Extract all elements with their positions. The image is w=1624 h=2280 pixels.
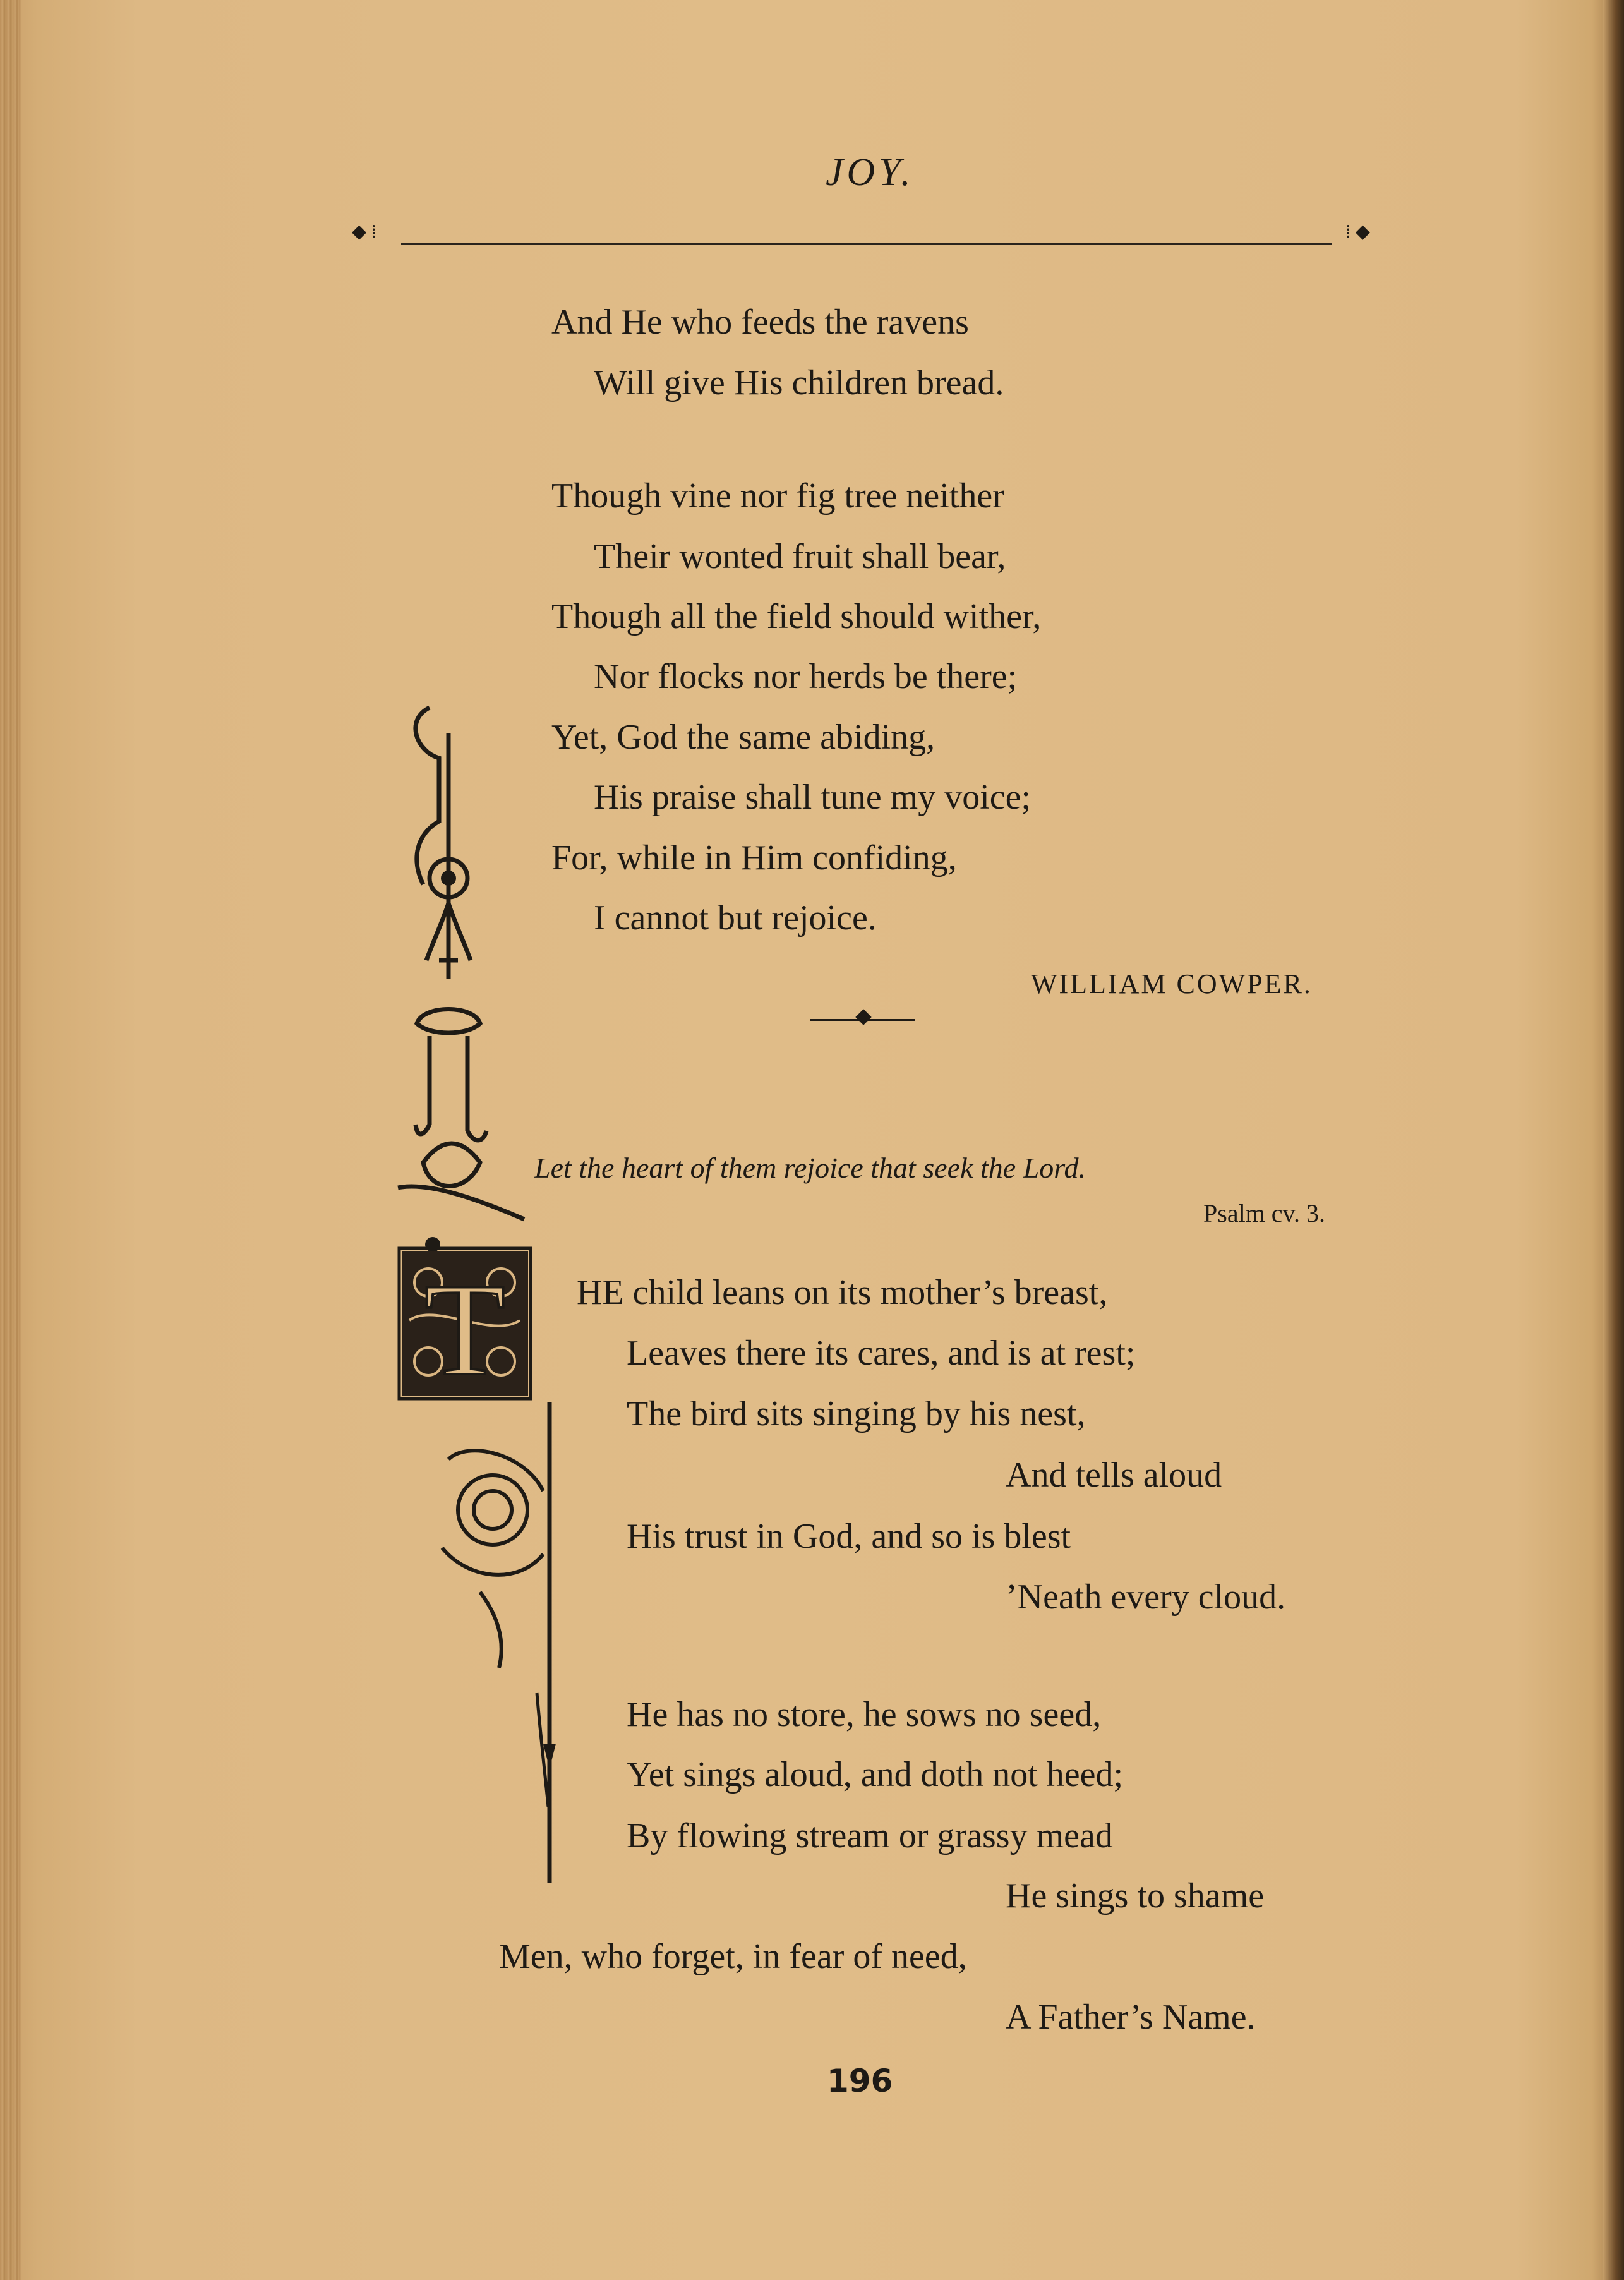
poem2-line: He has no store, he sows no seed, [627,1695,1102,1734]
poem2-line: ’Neath every cloud. [1006,1577,1286,1617]
rule-ornament-left-icon: ◆ ⁞ [352,221,376,242]
poem2-line: Leaves there its cares, and is at rest; [627,1334,1136,1373]
page-number: 196 [827,2063,893,2099]
drop-cap-letter: T [424,1257,506,1403]
poem1-line: For, while in Him confiding, [551,838,957,878]
poem2-line: Men, who forget, in fear of need, [499,1937,967,1976]
poem2-line: By flowing stream or grassy mead [627,1816,1113,1855]
poem2-line: HE child leans on its mother’s breast, [577,1273,1108,1312]
poem1-line: Their wonted fruit shall bear, [594,537,1006,576]
poem2-line: He sings to shame [1006,1876,1265,1915]
page-edge-right [1603,0,1624,2280]
poem2-line: Yet sings aloud, and doth not heed; [627,1755,1124,1794]
rule-ornament-right-icon: ⁞ ◆ [1345,221,1370,242]
poem1-line: Nor flocks nor herds be there; [594,657,1018,696]
poem2-line: The bird sits singing by his nest, [627,1394,1086,1433]
epigraph: Let the heart of them rejoice that seek the Lord. [534,1152,1086,1184]
poem1-line: Though all the field should wither, [551,597,1042,636]
page-edge-left [0,0,21,2280]
poem2-line: A Father’s Name. [1006,1998,1256,2037]
poem1-line: Yet, God the same abiding, [551,718,935,757]
poem1-author: WILLIAM COWPER. [1031,968,1313,999]
drop-cap-initial [390,1245,539,1409]
poem1-line: And He who feeds the ravens [551,303,969,342]
epigraph-citation: Psalm cv. 3. [1203,1199,1325,1227]
poem1-line: I cannot but rejoice. [594,898,877,938]
running-header: JOY. [826,151,915,194]
poem1-line: Will give His children bread. [594,363,1004,402]
header-rule [401,243,1332,245]
poem1-line: Though vine nor fig tree neither [551,476,1004,516]
poem2-line: His trust in God, and so is blest [627,1517,1071,1556]
poem2-line: And tells aloud [1006,1456,1222,1495]
divider-diamond-icon [855,1009,871,1025]
poem1-line: His praise shall tune my voice; [594,778,1032,817]
